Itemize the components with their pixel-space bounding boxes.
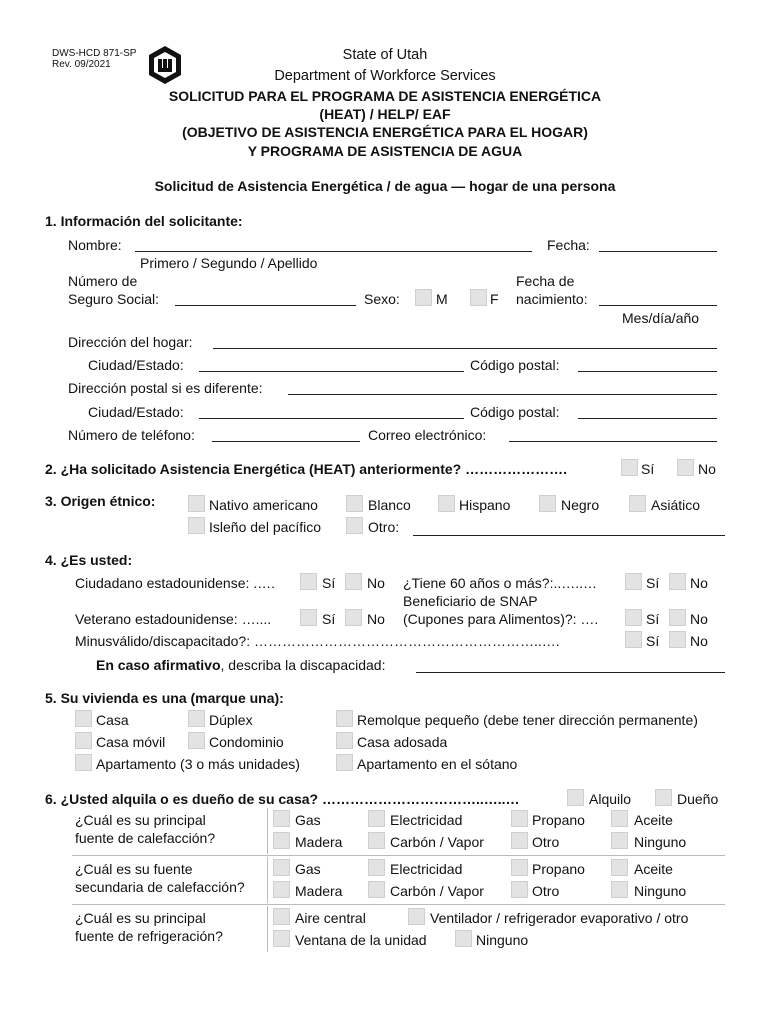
- cal2-madera-checkbox[interactable]: [273, 881, 290, 898]
- codigo2-label: Código postal:: [470, 404, 560, 420]
- heat-si-label: Sí: [641, 461, 655, 477]
- separator: [72, 855, 725, 856]
- veterano-no-checkbox[interactable]: [345, 609, 362, 626]
- dueno-checkbox[interactable]: [655, 789, 672, 806]
- etnia-blanco-label: Blanco: [368, 497, 411, 513]
- minusvalido-label: Minusválido/discapacitado?: ……………………………………………………..….: [75, 633, 560, 649]
- vivienda-casa-checkbox[interactable]: [75, 710, 92, 727]
- etnia-asiatico-checkbox[interactable]: [629, 495, 646, 512]
- section-6-heading: 6. ¿Usted alquila o es dueño de su casa? ……………………………..…..…: [45, 791, 520, 807]
- nombre-label: Nombre:: [68, 237, 122, 253]
- ciudadano-no-checkbox[interactable]: [345, 573, 362, 590]
- refr-ventana-checkbox[interactable]: [273, 930, 290, 947]
- vivienda-remolque-checkbox[interactable]: [336, 710, 353, 727]
- separator: [267, 857, 268, 903]
- calefaccion-secundaria-q1: ¿Cuál es su fuente: [75, 861, 193, 877]
- alquilo-label: Alquilo: [589, 791, 632, 807]
- ssn-label-2: Seguro Social:: [68, 291, 160, 307]
- etnia-hispano-label: Hispano: [459, 497, 511, 513]
- vivienda-sotano-checkbox[interactable]: [336, 754, 353, 771]
- snap-si-checkbox[interactable]: [625, 609, 642, 626]
- etnia-asiatico-label: Asiático: [651, 497, 701, 513]
- section-3-heading: 3. Origen étnico:: [45, 493, 156, 509]
- separator: [267, 906, 268, 952]
- cal1-otro-checkbox[interactable]: [511, 832, 528, 849]
- refrigeracion-q2: fuente de refrigeración?: [75, 928, 223, 944]
- section-2-question: 2. ¿Ha solicitado Asistencia Energética (HEAT) anteriormente? ………………….: [45, 461, 567, 477]
- sexo-m-checkbox[interactable]: [415, 289, 432, 306]
- cal1-ninguno-label: Ninguno: [634, 834, 687, 850]
- form-title-4: Y PROGRAMA DE ASISTENCIA DE AGUA: [247, 143, 523, 159]
- sexo-f-label: F: [490, 291, 499, 307]
- refr-ventana-label: Ventana de la unidad: [295, 932, 427, 948]
- discapacidad-label-bold: En caso afirmativo: [96, 657, 221, 673]
- cal1-ninguno-checkbox[interactable]: [611, 832, 628, 849]
- cal2-propano-checkbox[interactable]: [511, 859, 528, 876]
- form-revision: Rev. 09/2021: [52, 59, 111, 70]
- vivienda-apartamento-checkbox[interactable]: [75, 754, 92, 771]
- cal1-otro-label: Otro: [532, 834, 560, 850]
- edad-si-checkbox[interactable]: [625, 573, 642, 590]
- refr-ventilador-label: Ventilador / refrigerador evaporativo / otro: [430, 910, 689, 926]
- edad-no-checkbox[interactable]: [669, 573, 686, 590]
- edad-no-label: No: [690, 575, 708, 591]
- ciudadano-label: Ciudadano estadounidense: .….: [75, 575, 276, 591]
- vivienda-apartamento-label: Apartamento (3 o más unidades): [96, 756, 300, 772]
- cal2-carbon-label: Carbón / Vapor: [390, 883, 484, 899]
- minusvalido-si-checkbox[interactable]: [625, 631, 642, 648]
- ciudadano-si-label: Sí: [322, 575, 336, 591]
- vivienda-casa-adosada-label: Casa adosada: [357, 734, 448, 750]
- separator: [267, 808, 268, 854]
- veterano-no-label: No: [367, 611, 385, 627]
- minusvalido-si-label: Sí: [646, 633, 660, 649]
- nombre-field[interactable]: [135, 251, 532, 252]
- heat-no-checkbox[interactable]: [677, 459, 694, 476]
- ciudadano-no-label: No: [367, 575, 385, 591]
- discapacidad-label: [96, 657, 386, 673]
- codigo-field[interactable]: [578, 371, 717, 372]
- cal2-aceite-label: Aceite: [634, 861, 673, 877]
- dob-hint: Mes/día/año: [622, 310, 700, 326]
- refr-ninguno-checkbox[interactable]: [455, 930, 472, 947]
- telefono-field[interactable]: [212, 441, 360, 442]
- vivienda-casa-movil-label: Casa móvil: [96, 734, 166, 750]
- cal1-electricidad-checkbox[interactable]: [368, 810, 385, 827]
- form-subtitle: Solicitud de Asistencia Energética / de agua — hogar de una persona: [154, 178, 616, 194]
- sexo-m-label: M: [436, 291, 448, 307]
- codigo2-field[interactable]: [578, 418, 717, 419]
- dueno-label: Dueño: [677, 791, 719, 807]
- minusvalido-no-label: No: [690, 633, 708, 649]
- etnia-isleno-label: Isleño del pacífico: [209, 519, 322, 535]
- vivienda-casa-label: Casa: [96, 712, 129, 728]
- cal2-ninguno-label: Ninguno: [634, 883, 687, 899]
- form-title-2: (HEAT) / HELP/ EAF: [319, 106, 451, 122]
- ciudad-field[interactable]: [199, 371, 464, 372]
- etnia-otro-checkbox[interactable]: [346, 517, 363, 534]
- vivienda-condominio-label: Condominio: [209, 734, 284, 750]
- etnia-negro-checkbox[interactable]: [539, 495, 556, 512]
- ciudadano-si-checkbox[interactable]: [300, 573, 317, 590]
- vivienda-casa-movil-checkbox[interactable]: [75, 732, 92, 749]
- vivienda-condominio-checkbox[interactable]: [188, 732, 205, 749]
- alquilo-checkbox[interactable]: [567, 789, 584, 806]
- cal1-madera-label: Madera: [295, 834, 343, 850]
- cal1-propano-label: Propano: [532, 812, 585, 828]
- snap-label-2: (Cupones para Alimentos)?: ….: [403, 611, 599, 627]
- heat-si-checkbox[interactable]: [621, 459, 638, 476]
- edad-label: ¿Tiene 60 años o más?:..…..…: [403, 575, 598, 591]
- form-title-3: (OBJETIVO DE ASISTENCIA ENERGÉTICA PARA EL HOGAR): [182, 124, 588, 140]
- direccion-label: Dirección del hogar:: [68, 334, 193, 350]
- vivienda-casa-adosada-checkbox[interactable]: [336, 732, 353, 749]
- cal2-madera-label: Madera: [295, 883, 343, 899]
- veterano-si-label: Sí: [322, 611, 336, 627]
- vivienda-duplex-label: Dúplex: [209, 712, 253, 728]
- ciudad-label: Ciudad/Estado:: [88, 357, 184, 373]
- heat-no-label: No: [698, 461, 716, 477]
- cal2-gas-checkbox[interactable]: [273, 859, 290, 876]
- cal1-madera-checkbox[interactable]: [273, 832, 290, 849]
- cal2-electricidad-checkbox[interactable]: [368, 859, 385, 876]
- cal2-propano-label: Propano: [532, 861, 585, 877]
- department-name: Department of Workforce Services: [274, 68, 496, 84]
- etnia-otro-label: Otro:: [368, 519, 400, 535]
- postal-label: Dirección postal si es diferente:: [68, 380, 263, 396]
- vivienda-duplex-checkbox[interactable]: [188, 710, 205, 727]
- telefono-label: Número de teléfono:: [68, 427, 195, 443]
- fecha-field[interactable]: [599, 251, 717, 252]
- section-1-heading: 1. Información del solicitante:: [45, 213, 243, 229]
- etnia-negro-label: Negro: [561, 497, 600, 513]
- snap-no-checkbox[interactable]: [669, 609, 686, 626]
- snap-label-1: Beneficiario de SNAP: [403, 593, 538, 609]
- section-5-heading: 5. Su vivienda es una (marque una):: [45, 690, 284, 706]
- state-name: State of Utah: [342, 47, 428, 63]
- discapacidad-field[interactable]: [416, 672, 725, 673]
- etnia-hispano-checkbox[interactable]: [438, 495, 455, 512]
- refr-ventilador-checkbox[interactable]: [408, 908, 425, 925]
- correo-label: Correo electrónico:: [368, 427, 487, 443]
- etnia-otro-field[interactable]: [413, 535, 725, 536]
- ssn-label-1: Número de: [68, 273, 138, 289]
- form-title-1: SOLICITUD PARA EL PROGRAMA DE ASISTENCIA ENERGÉTICA: [168, 88, 602, 104]
- fecha-label: Fecha:: [547, 237, 590, 253]
- veterano-label: Veterano estadounidense: …....: [75, 611, 272, 627]
- cal1-aceite-label: Aceite: [634, 812, 673, 828]
- cal2-otro-label: Otro: [532, 883, 560, 899]
- etnia-nativo-checkbox[interactable]: [188, 495, 205, 512]
- correo-field[interactable]: [509, 441, 717, 442]
- cal1-electricidad-label: Electricidad: [390, 812, 463, 828]
- calefaccion-secundaria-q2: secundaria de calefacción?: [75, 879, 245, 895]
- calefaccion-principal-q2: fuente de calefacción?: [75, 830, 216, 846]
- refr-aire-label: Aire central: [295, 910, 366, 926]
- cal1-gas-label: Gas: [295, 812, 321, 828]
- snap-si-label: Sí: [646, 611, 660, 627]
- cal1-gas-checkbox[interactable]: [273, 810, 290, 827]
- cal1-carbon-label: Carbón / Vapor: [390, 834, 484, 850]
- direccion-field[interactable]: [213, 348, 717, 349]
- refrigeracion-q1: ¿Cuál es su principal: [75, 910, 206, 926]
- discapacidad-label-rest: , describa la discapacidad:: [220, 657, 386, 673]
- dob-field[interactable]: [599, 305, 717, 306]
- veterano-si-checkbox[interactable]: [300, 609, 317, 626]
- edad-si-label: Sí: [646, 575, 660, 591]
- vivienda-remolque-label: Remolque pequeño (debe tener dirección permanente): [357, 712, 698, 728]
- cal2-ninguno-checkbox[interactable]: [611, 881, 628, 898]
- etnia-nativo-label: Nativo americano: [209, 497, 318, 513]
- cal2-electricidad-label: Electricidad: [390, 861, 463, 877]
- codigo-label: Código postal:: [470, 357, 560, 373]
- dob-label-1: Fecha de: [516, 273, 575, 289]
- minusvalido-no-checkbox[interactable]: [669, 631, 686, 648]
- nombre-hint: Primero / Segundo / Apellido: [140, 255, 318, 271]
- etnia-blanco-checkbox[interactable]: [346, 495, 363, 512]
- sexo-label: Sexo:: [364, 291, 400, 307]
- ciudad2-field[interactable]: [199, 418, 464, 419]
- cal2-gas-label: Gas: [295, 861, 321, 877]
- cal2-otro-checkbox[interactable]: [511, 881, 528, 898]
- etnia-isleno-checkbox[interactable]: [188, 517, 205, 534]
- snap-no-label: No: [690, 611, 708, 627]
- refr-ninguno-label: Ninguno: [476, 932, 529, 948]
- section-4-heading: 4. ¿Es usted:: [45, 552, 133, 568]
- cal2-aceite-checkbox[interactable]: [611, 859, 628, 876]
- form-id: DWS-HCD 871-SP: [52, 48, 137, 59]
- vivienda-sotano-label: Apartamento en el sótano: [357, 756, 518, 772]
- calefaccion-principal-q1: ¿Cuál es su principal: [75, 812, 206, 828]
- cal2-carbon-checkbox[interactable]: [368, 881, 385, 898]
- ssn-field[interactable]: [175, 305, 356, 306]
- cal1-carbon-checkbox[interactable]: [368, 832, 385, 849]
- dob-label-2: nacimiento:: [516, 291, 588, 307]
- postal-field[interactable]: [288, 394, 717, 395]
- ciudad2-label: Ciudad/Estado:: [88, 404, 184, 420]
- refr-aire-checkbox[interactable]: [273, 908, 290, 925]
- separator: [72, 904, 725, 905]
- sexo-f-checkbox[interactable]: [470, 289, 487, 306]
- cal1-propano-checkbox[interactable]: [511, 810, 528, 827]
- cal1-aceite-checkbox[interactable]: [611, 810, 628, 827]
